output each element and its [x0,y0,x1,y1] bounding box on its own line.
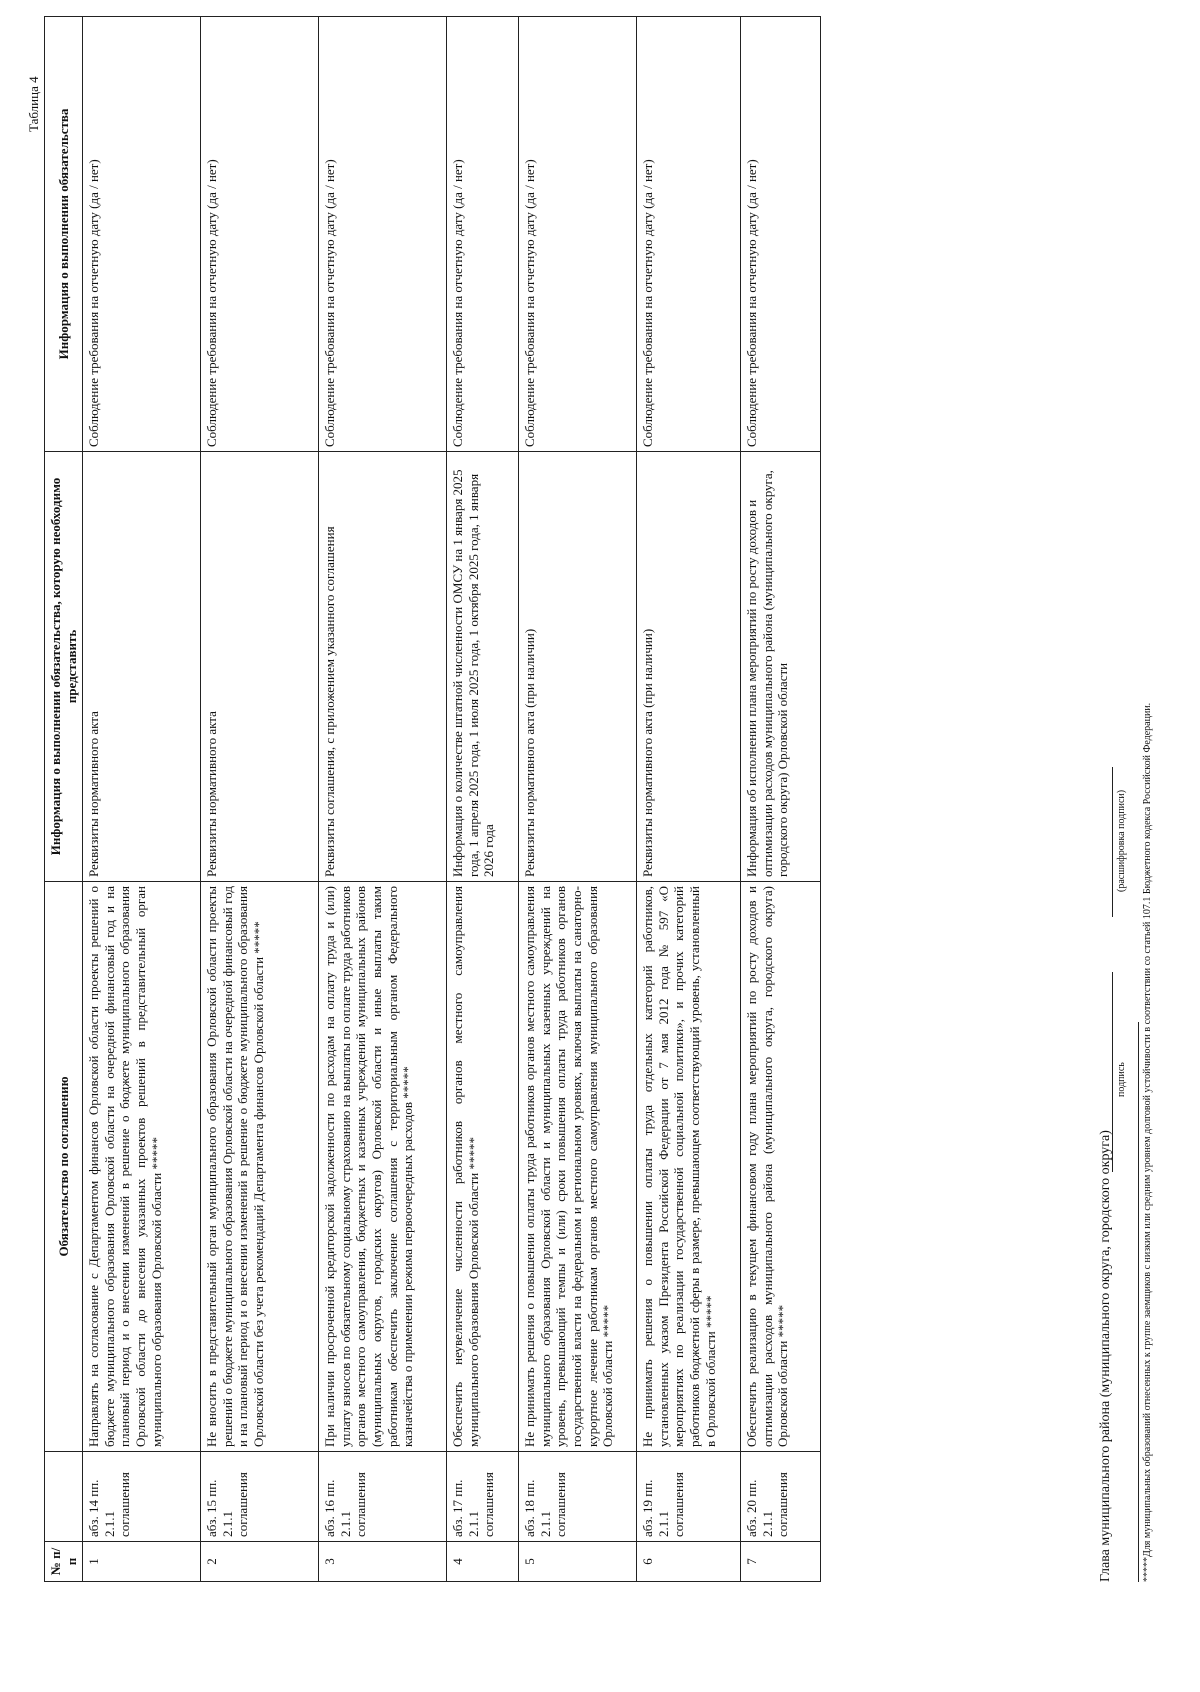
row-info-required: Реквизиты нормативного акта [83,452,201,882]
signature-head-label: Глава муниципального района (муниципального округа, городского округа) [1098,1130,1113,1582]
row-info-required: Реквизиты нормативного акта (при наличии) [637,452,741,882]
table-row [447,17,519,1582]
table-row [201,17,319,1582]
row-status: Соблюдение требования на отчетную дату (да / нет) [637,17,741,452]
table-row [519,17,637,1582]
row-number: 2 [201,1542,319,1582]
row-number: 5 [519,1542,637,1582]
header-obligation: Обязательство по соглашению [45,882,83,1452]
row-status: Соблюдение требования на отчетную дату (да / нет) [319,17,447,452]
row-obligation: Не вносить в представительный орган муниципального образования Орловской области проекты решений о бюджете муниципального образования Орловской области на очередной финансовый год и на плановый период и о внесении изменений в решение о бюджете муниципального образования Орловской области без учета рекомендаций Департамента финансов Орловской области ***** [201,882,319,1452]
row-number: 3 [319,1542,447,1582]
row-status: Соблюдение требования на отчетную дату (да / нет) [201,17,319,452]
row-number: 4 [447,1542,519,1582]
row-clause: абз. 20 пп. 2.1.1 соглашения [741,1452,821,1542]
signature-caption: подпись [1116,1062,1127,1097]
signature-decode-caption: (расшифровка подписи) [1116,789,1127,892]
obligations-table [44,16,821,1582]
row-status: Соблюдение требования на отчетную дату (да / нет) [741,17,821,452]
header-clause [45,1452,83,1542]
row-obligation: Не принимать решения о повышении оплаты труда отдельных категорий работников, установленных указом Президента Российской Федерации от 7 мая 2012 года № 597 «О мероприятиях по реализации государственной социальной политики», и прочих категорий работников бюджетной сферы в размере, превышающем соответствующий уровень, установленный в Орловской области ***** [637,882,741,1452]
header-info-required: Информация о выполнении обязательства, которую необходимо представить [45,452,83,882]
table-row [319,17,447,1582]
footnote: *****Для муниципальных образований отнесенных к группе заемщиков с низким или средним уровнем долговой устойчивости в соответствии со статьей 107.1 Бюджетного кодекса Российской Федерации. [1142,702,1153,1582]
row-info-required: Реквизиты соглашения, с приложением указанного соглашения [319,452,447,882]
row-clause: абз. 18 пп. 2.1.1 соглашения [519,1452,637,1542]
header-status: Информация о выполнении обязательства [45,17,83,452]
row-obligation: Обеспечить неувеличение численности работников органов местного самоуправления муниципального образования Орловской области ***** [447,882,519,1452]
table-caption: Таблица 4 [26,76,41,132]
row-obligation: При наличии просроченной кредиторской задолженности по расходам на оплату труда и (или) уплату взносов по обязательному социальному страхованию на выплаты по оплате труда работников органов местного самоуправления, бюджетных и казенных учреждений муниципальных районов (муниципальных округов, городских округов) Орловской области и иные выплаты таким работникам обеспечить заключение соглашения с территориальным органом Федерального казначейства о применении режима первоочередных расходов ***** [319,882,447,1452]
row-clause: абз. 16 пп. 2.1.1 соглашения [319,1452,447,1542]
row-number: 7 [741,1542,821,1582]
row-clause: абз. 19 пп. 2.1.1 соглашения [637,1452,741,1542]
row-info-required: Информация об исполнении плана мероприятий по росту доходов и оптимизации расходов муниципального района (муниципального округа, городского округа) Орловской области [741,452,821,882]
row-obligation: Не принимать решения о повышении оплаты труда работников органов местного самоуправления муниципального образования Орловской области и муниципальных казенных учреждений на уровень, превышающий темпы и (или) сроки повышения оплаты труда работников органов государственной власти на федеральном и региональном уровнях, включая выплаты на санаторно-курортное лечение работникам органов местного самоуправления муниципального образования Орловской области ***** [519,882,637,1452]
row-number: 6 [637,1542,741,1582]
row-info-required: Реквизиты нормативного акта (при наличии) [519,452,637,882]
row-obligation: Обеспечить реализацию в текущем финансовом году плана мероприятий по росту доходов и оптимизации расходов муниципального района (муниципального округа, городского округа) Орловской области ***** [741,882,821,1452]
row-obligation: Направлять на согласование с Департаментом финансов Орловской области проекты решений о бюджете муниципального образования Орловской области на очередной финансовый год и на плановый период и о внесении изменений в решение о бюджете муниципального образования Орловской области до внесения указанных проектов решений в представительный орган муниципального образования Орловской области ***** [83,882,201,1452]
row-info-required: Информация о количестве штатной численности ОМСУ на 1 января 2025 года, 1 апреля 2025 года, 1 июля 2025 года, 1 октября 2025 года, 1 января 2026 года [447,452,519,882]
footnote-divider [1138,1022,1139,1582]
row-status: Соблюдение требования на отчетную дату (да / нет) [83,17,201,452]
row-clause: абз. 17 пп. 2.1.1 соглашения [447,1452,519,1542]
signature-decode-line [1112,767,1113,917]
row-info-required: Реквизиты нормативного акта [201,452,319,882]
header-number: № п/п [45,1542,83,1582]
table-header-row [45,17,83,1582]
row-clause: абз. 15 пп. 2.1.1 соглашения [201,1452,319,1542]
row-clause: абз. 14 пп. 2.1.1 соглашения [83,1452,201,1542]
table-row [741,17,821,1582]
signature-line [1112,972,1113,1172]
row-status: Соблюдение требования на отчетную дату (да / нет) [447,17,519,452]
table-row [637,17,741,1582]
row-number: 1 [83,1542,201,1582]
table-row [83,17,201,1582]
row-status: Соблюдение требования на отчетную дату (да / нет) [519,17,637,452]
